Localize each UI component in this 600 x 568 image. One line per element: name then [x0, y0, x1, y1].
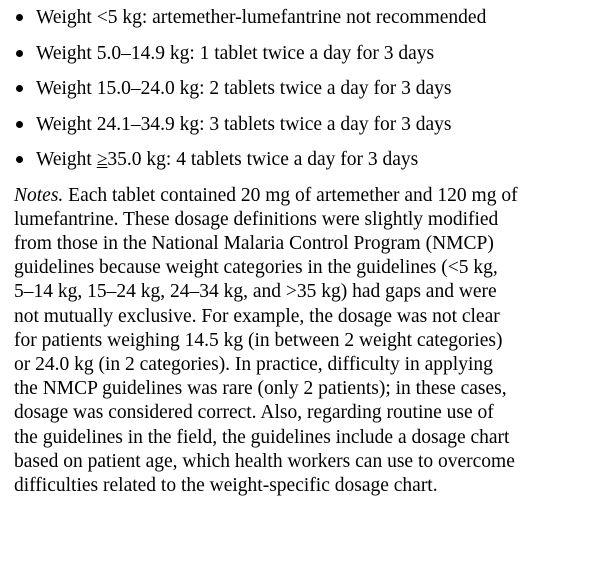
dosage-weight-range: Weight <5 kg: [36, 7, 153, 28]
dosage-weight-prefix: Weight [36, 149, 97, 170]
notes-line: lumefantrine. These dosage definitions were slightly modified [14, 208, 499, 230]
dosage-weight-range: Weight 5.0–14.9 kg: [36, 42, 200, 64]
dosage-weight-range: Weight 24.1–34.9 kg: [36, 113, 210, 135]
dosage-instruction: 1 tablet twice a day for 3 days [199, 42, 435, 64]
notes-line: the NMCP guidelines was rare (only 2 patients); in these cases, [14, 378, 507, 400]
dosage-weight-range: Weight 15.0–24.0 kg: [36, 78, 210, 99]
list-item [14, 148, 592, 172]
bullet-icon [16, 156, 23, 163]
bullet-icon [16, 50, 23, 57]
notes-line: not mutually exclusive. For example, the dosage was not clear [14, 305, 500, 327]
notes-line [14, 184, 600, 208]
notes-line: or 24.0 kg (in 2 categories). In practice, difficulty in applying [14, 353, 493, 375]
notes-line: for patients weighing 14.5 kg (in between 2 weight categories) [14, 329, 503, 351]
notes-line: dosage was considered correct. Also, regarding routine use of [14, 402, 494, 424]
dosage-instruction: 3 tablets twice a day for 3 days [209, 113, 452, 135]
notes-label: Notes. [14, 184, 64, 206]
notes-line: guidelines because weight categories in the guidelines (<5 kg, [14, 257, 498, 279]
greater-or-equal-symbol: ≥ [96, 149, 108, 170]
dosage-instruction: 2 tablets twice a day for 3 days [209, 78, 452, 99]
dosage-instruction: 35.0 kg: 4 tablets twice a day for 3 days [107, 149, 419, 170]
notes-line: 5–14 kg, 15–24 kg, 24–34 kg, and >35 kg) had gaps and were [14, 281, 497, 303]
notes-line: the guidelines in the field, the guidelines include a dosage chart [14, 426, 510, 448]
notes-line: difficulties related to the weight-specific dosage chart. [14, 474, 438, 496]
bullet-icon [16, 85, 23, 92]
dosage-list [14, 6, 592, 172]
list-item [14, 6, 592, 30]
notes-line: based on patient age, which health workers can use to overcome [14, 450, 515, 472]
notes-paragraph [14, 184, 600, 499]
list-item [14, 113, 592, 137]
bullet-icon [16, 121, 23, 128]
list-item [14, 42, 592, 66]
list-item [14, 77, 592, 101]
bullet-icon [16, 14, 23, 21]
notes-line: from those in the National Malaria Control Program (NMCP) [14, 232, 494, 254]
notes-text: Each tablet contained 20 mg of artemether and 120 mg of [63, 184, 518, 206]
dosage-instruction: artemether-lumefantrine not recommended [152, 7, 487, 28]
